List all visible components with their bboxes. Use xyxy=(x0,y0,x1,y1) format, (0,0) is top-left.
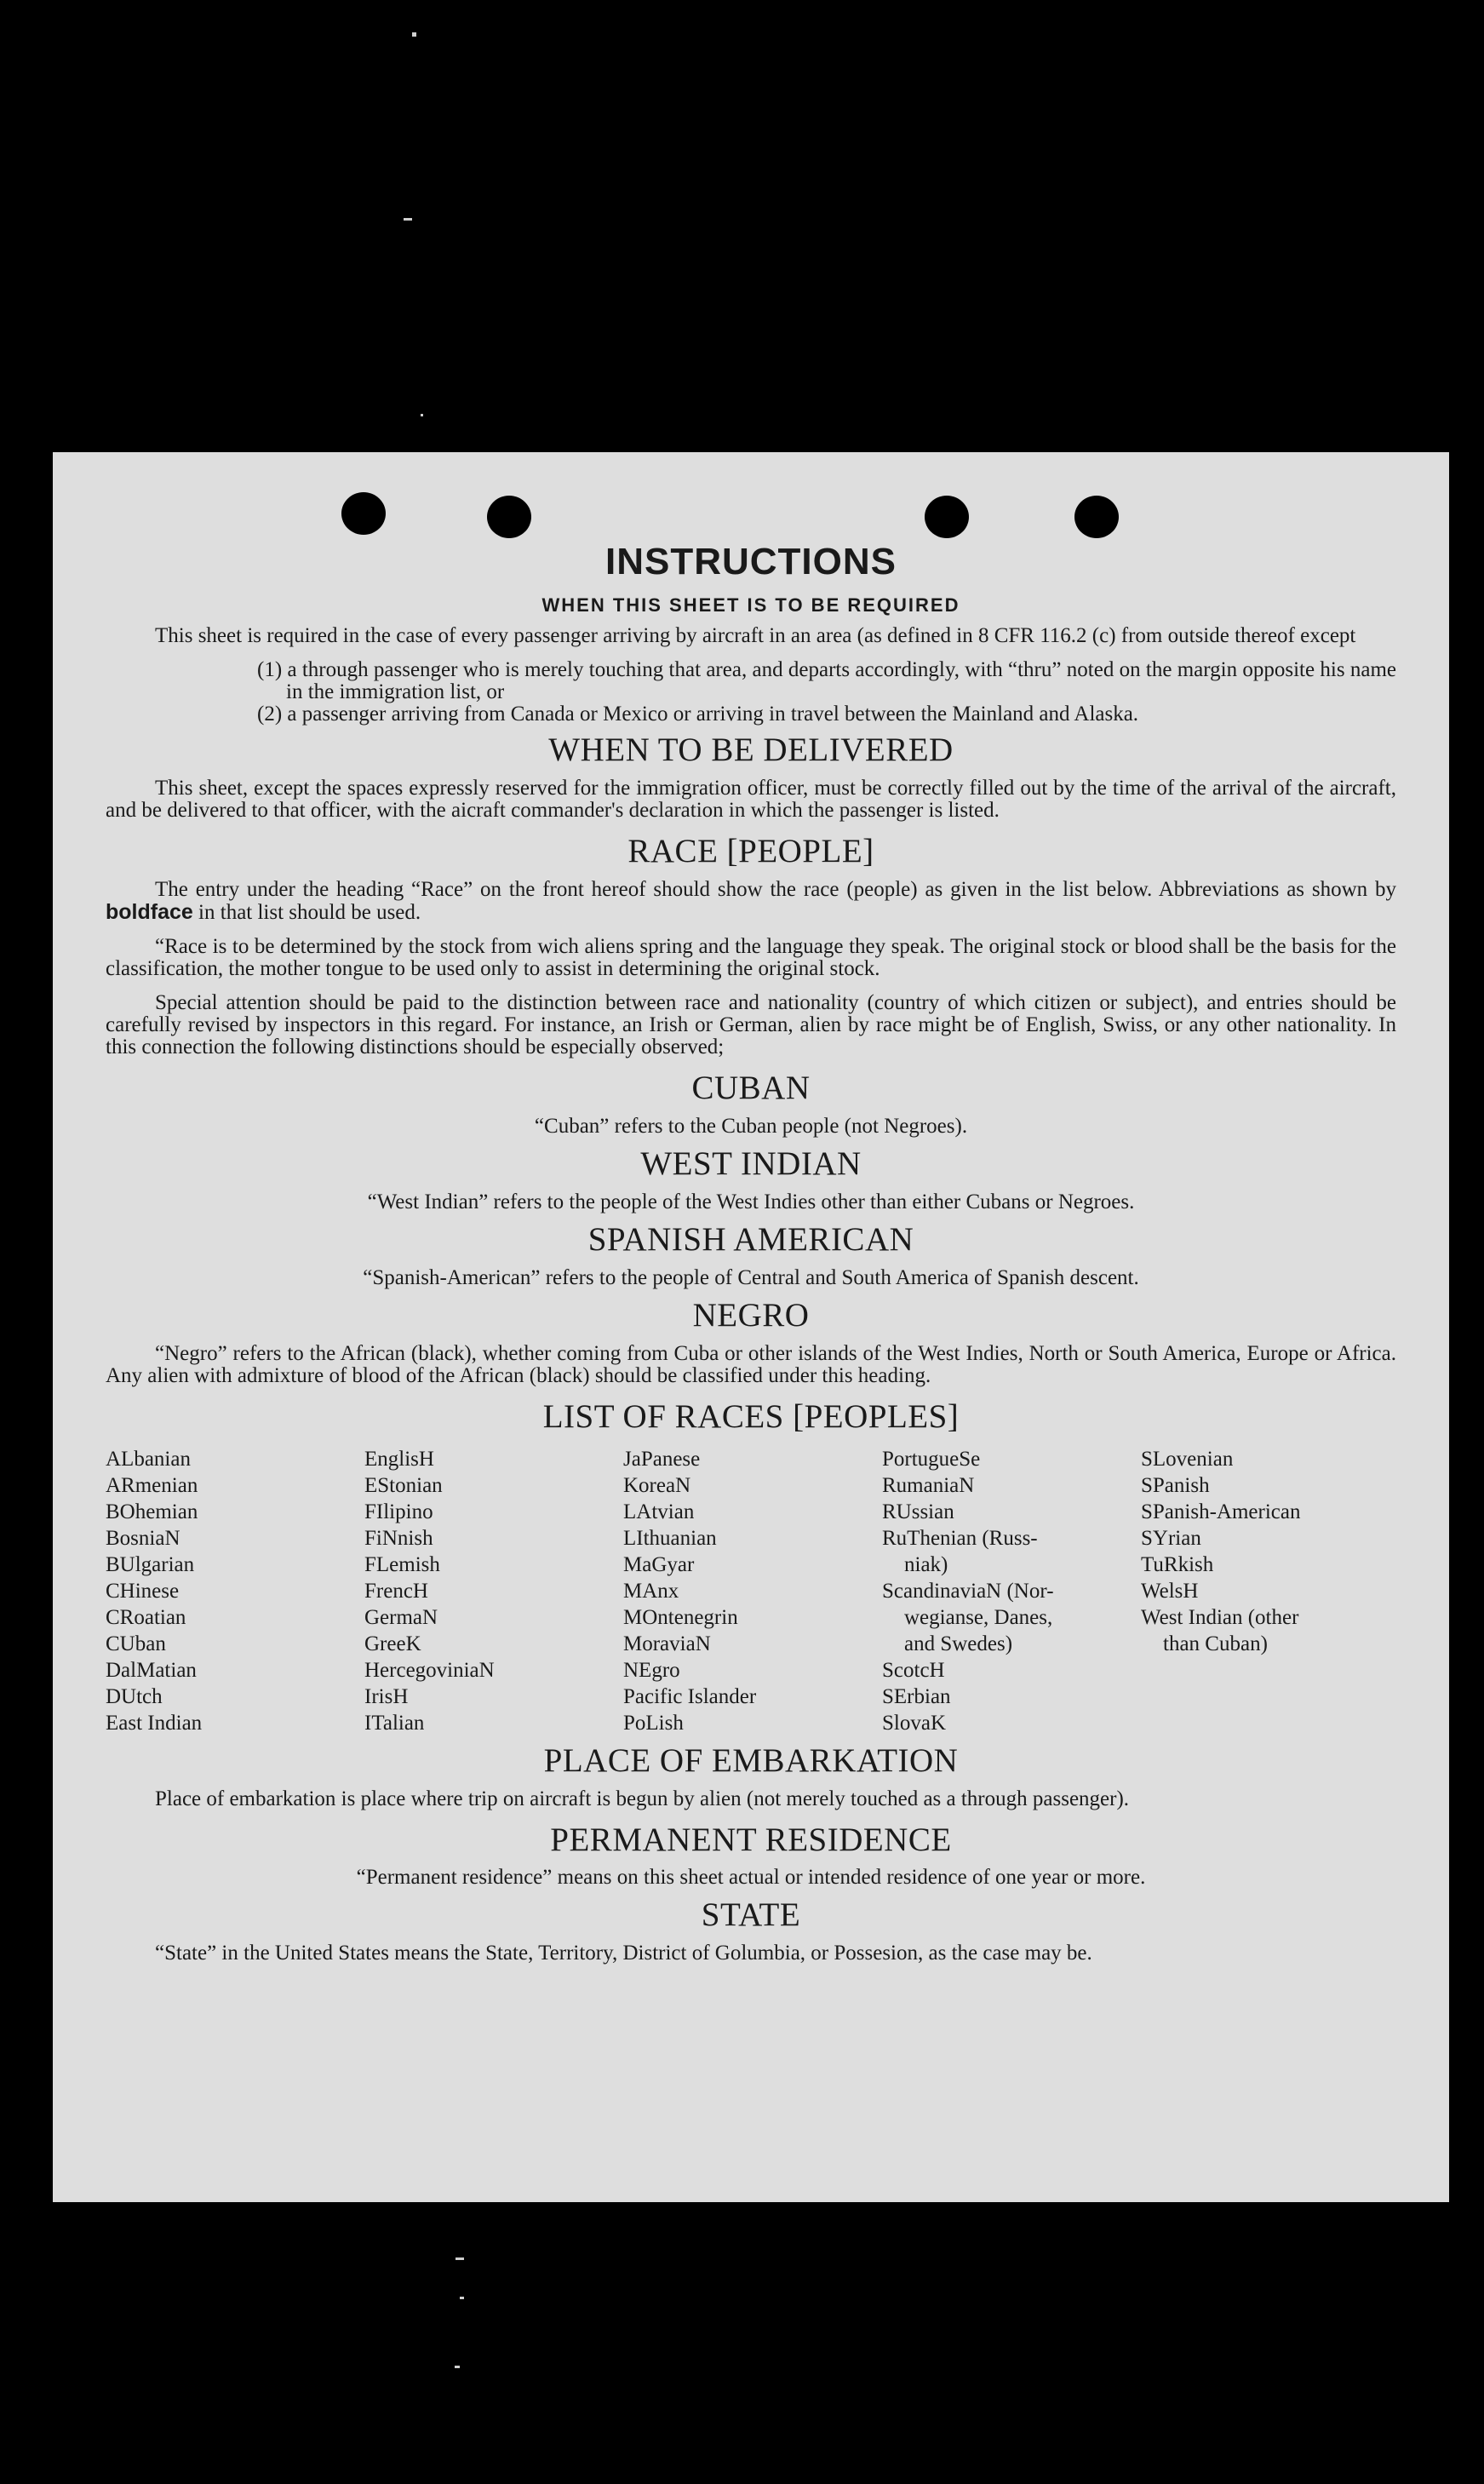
race-entry: HercegoviniaN xyxy=(364,1658,495,1682)
race-entry: DUtch xyxy=(106,1684,163,1708)
spanish-american-text: “Spanish-American” refers to the people of Central and South America of Spanish descent. xyxy=(363,1265,1139,1289)
state-text: “State” in the United States means the State, Territory, District of Golumbia, or Possesion, as the case may be. xyxy=(155,1942,1092,1965)
race-column xyxy=(364,1446,620,1736)
race-text: The entry under the heading “Race” on the front hereof should show the race (people) as given in the list below. Abbreviations as shown by xyxy=(155,878,1396,902)
race-entry: West Indian (other xyxy=(1141,1605,1299,1629)
race-entry: Pacific Islander xyxy=(623,1684,757,1708)
race-entry: BOhemian xyxy=(106,1500,198,1523)
negro-text: “Negro” refers to the African (black), whether coming from Cuba or other islands of the West Indies, North or South America, Europe or Africa. Any alien with admixture of blood of the African (black) should be classified under this heading. xyxy=(106,1341,1396,1387)
race-column xyxy=(882,1446,1137,1736)
race-entry: FrencH xyxy=(364,1579,428,1603)
race-entry-continued: and Swedes) xyxy=(904,1632,1013,1655)
speck xyxy=(456,2257,464,2260)
race-entry: East Indian xyxy=(106,1711,203,1735)
race-paragraph-2: “Race is to be determined by the stock from wich aliens spring and the language they speak. The original stock or blood shall be the basis for the classification, the mother tongue to be used only to assist in determining the original stock. xyxy=(106,935,1396,981)
race-entry: KoreaN xyxy=(623,1473,691,1497)
intro-paragraph: This sheet is required in the case of every passenger arriving by aircraft in an area (as defined in 8 CFR 116.2 (c) from outside thereof except xyxy=(155,624,1356,648)
race-entry: LIthuanian xyxy=(623,1526,717,1550)
speck xyxy=(404,218,412,221)
race-entry: DalMatian xyxy=(106,1658,197,1682)
west-indian-heading: WEST INDIAN xyxy=(640,1145,862,1183)
list-of-races-heading: LIST OF RACES [PEOPLES] xyxy=(542,1397,960,1435)
race-column xyxy=(623,1446,879,1736)
race-entry: WelsH xyxy=(1141,1579,1199,1603)
west-indian-text: “West Indian” refers to the people of the West Indies other than either Cubans or Negroes. xyxy=(367,1190,1135,1213)
race-entry: GermaN xyxy=(364,1605,438,1629)
race-entry-continued: niak) xyxy=(904,1552,948,1576)
race-entry: CRoatian xyxy=(106,1605,186,1629)
race-entry: BosniaN xyxy=(106,1526,180,1550)
race-entry: SPanish-American xyxy=(1141,1500,1301,1523)
race-paragraph-1 xyxy=(106,879,1396,924)
residence-text: “Permanent residence” means on this sheet actual or intended residence of one year or more. xyxy=(356,1866,1146,1890)
race-entry: SPanish xyxy=(1141,1473,1210,1497)
race-entry: CUban xyxy=(106,1632,166,1655)
race-entry: MAnx xyxy=(623,1579,679,1603)
race-list xyxy=(106,1446,1396,1736)
race-entry-continued: than Cuban) xyxy=(1163,1632,1268,1655)
race-entry: MaGyar xyxy=(623,1552,695,1576)
race-entry: ScotcH xyxy=(882,1658,945,1682)
race-entry: TuRkish xyxy=(1141,1552,1214,1576)
race-entry: ScandinaviaN (Nor- xyxy=(882,1579,1054,1603)
race-entry: EStonian xyxy=(364,1473,443,1497)
speck xyxy=(460,2297,464,2299)
race-text: in that list should be used. xyxy=(192,901,421,925)
race-entry: IrisH xyxy=(364,1684,409,1708)
race-entry: PoLish xyxy=(623,1711,684,1735)
punch-hole xyxy=(341,492,386,535)
race-entry: SLovenian xyxy=(1141,1447,1234,1471)
speck xyxy=(455,2366,460,2368)
race-heading: RACE [PEOPLE] xyxy=(627,833,874,870)
page-title: INSTRUCTIONS xyxy=(605,541,897,582)
race-column xyxy=(106,1446,361,1736)
race-entry: RumaniaN xyxy=(882,1473,975,1497)
punch-hole xyxy=(925,496,969,538)
cuban-heading: CUBAN xyxy=(691,1070,811,1107)
race-entry: LAtvian xyxy=(623,1500,695,1523)
race-column xyxy=(1141,1446,1396,1736)
residence-heading: PERMANENT RESIDENCE xyxy=(550,1821,952,1858)
state-heading: STATE xyxy=(701,1896,801,1934)
race-entry: RuThenian (Russ- xyxy=(882,1526,1038,1550)
embarkation-text: Place of embarkation is place where trip on aircraft is begun by alien (not merely touched as a through passenger). xyxy=(155,1787,1130,1810)
race-entry: ALbanian xyxy=(106,1447,191,1471)
race-entry: ARmenian xyxy=(106,1473,198,1497)
race-entry: GreeK xyxy=(364,1632,421,1655)
race-entry: BUlgarian xyxy=(106,1552,195,1576)
race-entry: FIlipino xyxy=(364,1500,433,1523)
instruction-sheet xyxy=(53,452,1449,2202)
punch-hole xyxy=(487,496,531,538)
race-entry: FiNnish xyxy=(364,1526,433,1550)
exception-list xyxy=(106,659,1396,726)
spanish-american-heading: SPANISH AMERICAN xyxy=(587,1220,914,1258)
punch-hole xyxy=(1074,496,1119,538)
race-entry: MOntenegrin xyxy=(623,1605,738,1629)
cuban-text: “Cuban” refers to the Cuban people (not Negroes). xyxy=(534,1115,968,1139)
sheet-content xyxy=(106,542,1396,1976)
exception-item: (2) a passenger arriving from Canada or Mexico or arriving in travel between the Mainland and Alaska. xyxy=(257,703,1139,726)
race-paragraph-3: Special attention should be paid to the distinction between race and nationality (country of which citizen or subject), and entries should be carefully revised by inspectors in this regard. For instance, an Irish or German, alien by race might be of English, Swiss, or any other nationality. In this connection the following distinctions should be especially observed; xyxy=(106,991,1396,1059)
race-entry: FLemish xyxy=(364,1552,440,1576)
race-entry: PortugueSe xyxy=(882,1447,981,1471)
race-entry: CHinese xyxy=(106,1579,180,1603)
negro-heading: NEGRO xyxy=(692,1296,810,1334)
when-delivered-text: This sheet, except the spaces expressly reserved for the immigration officer, must be correctly filled out by the time of the arrival of the aircraft, and be delivered to that officer, with the aicraft commander's declaration in which the passenger is listed. xyxy=(106,777,1396,823)
race-entry: SYrian xyxy=(1141,1526,1201,1550)
boldface-word: boldface xyxy=(106,900,193,925)
race-entry: SErbian xyxy=(882,1684,951,1708)
embarkation-heading: PLACE OF EMBARKATION xyxy=(543,1741,959,1779)
race-entry: JaPanese xyxy=(623,1447,701,1471)
race-entry-continued: wegianse, Danes, xyxy=(904,1605,1053,1629)
race-entry: SlovaK xyxy=(882,1711,946,1735)
race-entry: RUssian xyxy=(882,1500,954,1523)
exception-item: (1) a through passenger who is merely touching that area, and departs accordingly, with “thru” noted on the margin opposite his name in the immigration list, or xyxy=(257,658,1396,704)
race-entry: ITalian xyxy=(364,1711,425,1735)
race-entry: MoraviaN xyxy=(623,1632,711,1655)
subtitle: WHEN THIS SHEET IS TO BE REQUIRED xyxy=(541,594,960,617)
speck xyxy=(412,32,416,37)
speck xyxy=(421,414,423,416)
race-entry: NEgro xyxy=(623,1658,680,1682)
race-entry: EnglisH xyxy=(364,1447,434,1471)
when-delivered-heading: WHEN TO BE DELIVERED xyxy=(548,731,954,769)
